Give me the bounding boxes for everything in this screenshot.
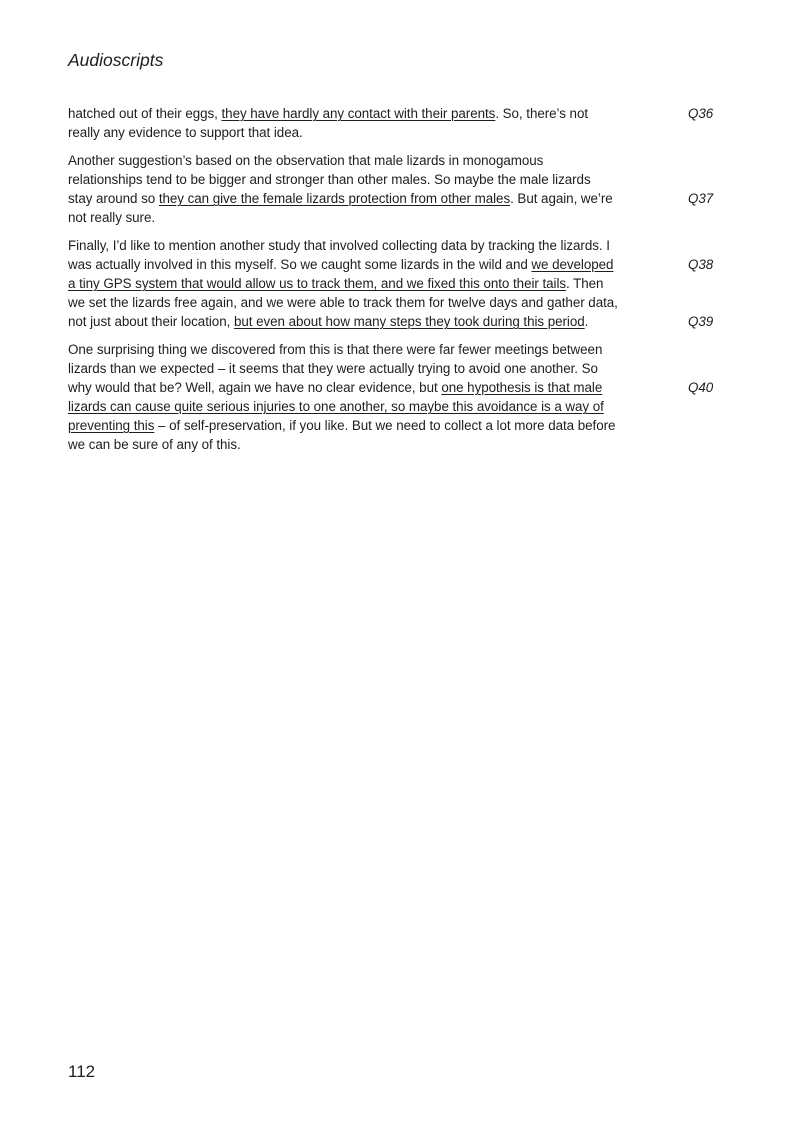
text-segment: One surprising thing we discovered from this is that there were far fewer meetings between [68, 342, 603, 357]
text-line [68, 151, 674, 170]
text-segment: relationships tend to be bigger and stronger than other males. So maybe the male lizards [68, 172, 591, 187]
text-segment: . [584, 314, 589, 329]
underlined-answer-text: a tiny GPS system that would allow us to track them, and we fixed this onto their tails [68, 276, 567, 291]
text-segment: . Then [566, 276, 604, 291]
question-label: Q36 [688, 106, 714, 121]
text-segment: Finally, I’d like to mention another study that involved collecting data by tracking the lizards. I [68, 238, 610, 253]
text-segment: – of self-preservation, if you like. But we need to collect a lot more data before [154, 418, 616, 433]
text-segment: hatched out of their eggs, [68, 106, 222, 121]
question-label: Q38 [688, 257, 714, 272]
paragraph [68, 104, 714, 142]
paragraph [68, 151, 714, 227]
text-segment: lizards than we expected – it seems that they were actually trying to avoid one another. So [68, 361, 598, 376]
underlined-answer-text: preventing this [68, 418, 155, 433]
text-line [68, 359, 674, 378]
text-line [68, 189, 674, 208]
text-line [68, 435, 674, 454]
underlined-answer-text: lizards can cause quite serious injuries to one another, so maybe this avoidance is a way of [68, 399, 604, 414]
underlined-answer-text: one hypothesis is that male [441, 380, 603, 395]
question-label: Q37 [688, 191, 714, 206]
audioscript-body [68, 104, 718, 463]
text-segment: not really sure. [68, 210, 156, 225]
text-line [68, 255, 674, 274]
text-line [68, 397, 674, 416]
text-line [68, 312, 674, 331]
text-line [68, 293, 674, 312]
text-segment: was actually involved in this myself. So we caught some lizards in the wild and [68, 257, 532, 272]
page-number: 112 [68, 1062, 96, 1081]
text-segment: . So, there’s not [495, 106, 589, 121]
underlined-answer-text: they have hardly any contact with their parents [221, 106, 496, 121]
text-segment: stay around so [68, 191, 159, 206]
text-segment: really any evidence to support that idea. [68, 125, 303, 140]
paragraph [68, 236, 714, 331]
text-line [68, 104, 674, 123]
text-line [68, 208, 674, 227]
text-line [68, 416, 674, 435]
text-line [68, 378, 674, 397]
question-label: Q39 [688, 314, 714, 329]
text-line [68, 170, 674, 189]
text-segment: . But again, we’re [510, 191, 613, 206]
paragraph [68, 340, 714, 454]
text-segment: why would that be? Well, again we have no clear evidence, but [68, 380, 442, 395]
text-line [68, 340, 674, 359]
text-segment: we set the lizards free again, and we were able to track them for twelve days and gather data, [68, 295, 618, 310]
text-line [68, 274, 674, 293]
question-label: Q40 [688, 380, 714, 395]
underlined-answer-text: they can give the female lizards protection from other males [158, 191, 511, 206]
underlined-answer-text: but even about how many steps they took during this period [233, 314, 585, 329]
text-segment: we can be sure of any of this. [68, 437, 241, 452]
text-line [68, 236, 674, 255]
page-header-title: Audioscripts [68, 50, 164, 70]
text-segment: Another suggestion’s based on the observation that male lizards in monogamous [68, 153, 544, 168]
underlined-answer-text: we developed [531, 257, 614, 272]
text-segment: not just about their location, [68, 314, 234, 329]
text-line [68, 123, 674, 142]
